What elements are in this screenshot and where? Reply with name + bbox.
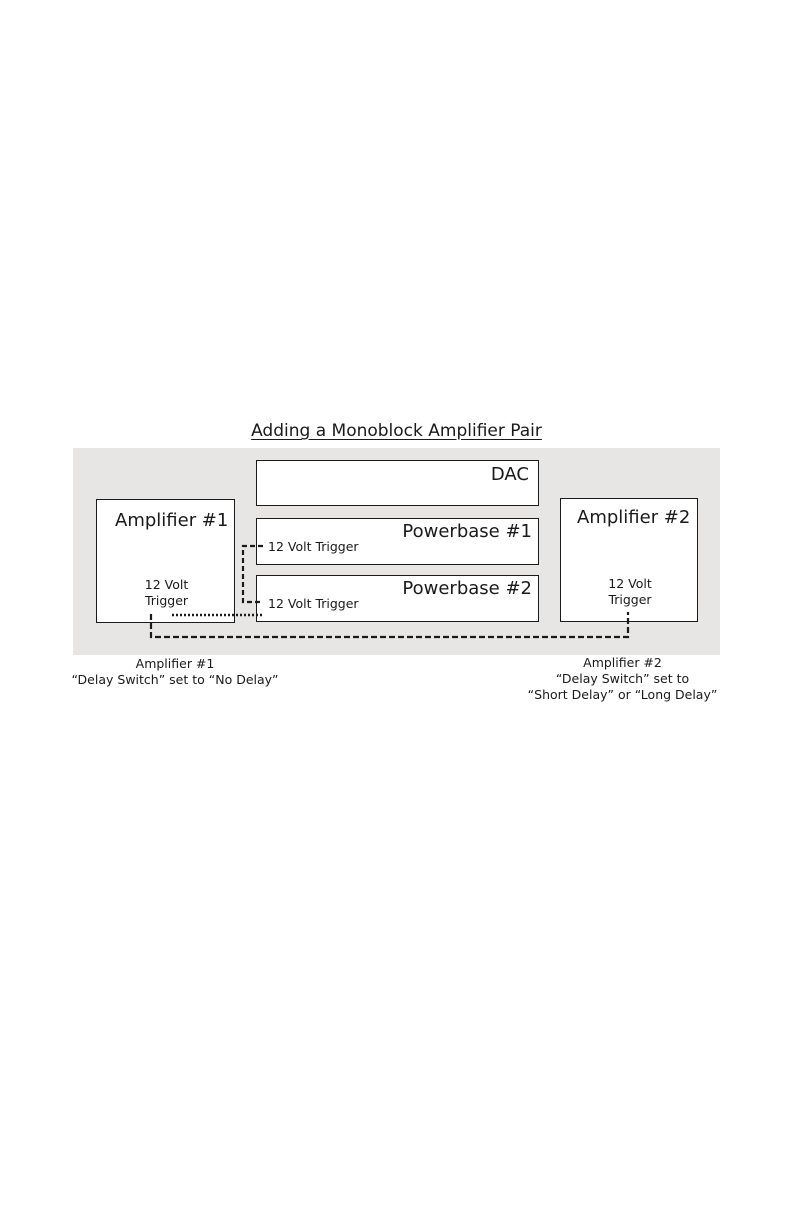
powerbase-2-trigger-label: 12 Volt Trigger — [268, 596, 359, 611]
amplifier-1-trigger-line-2: Trigger — [144, 593, 189, 608]
amplifier-1-box — [96, 499, 235, 623]
amplifier-2-label: Amplifier #2 — [577, 507, 691, 528]
dac-label: DAC — [490, 464, 529, 485]
amplifier-1-label: Amplifier #1 — [115, 510, 229, 531]
amplifier-2-caption-line-2: “Delay Switch” set to — [555, 671, 690, 686]
powerbase-1-label: Powerbase #1 — [402, 521, 532, 542]
amplifier-2-trigger-line-1: 12 Volt — [608, 576, 652, 591]
amplifier-2-trigger-label — [561, 576, 699, 608]
amplifier-1-trigger-line-1: 12 Volt — [144, 577, 189, 592]
dac-box — [256, 460, 539, 506]
diagram-title: Adding a Monoblock Amplifier Pair — [251, 421, 542, 441]
powerbase-2-label: Powerbase #2 — [402, 578, 532, 599]
amplifier-1-caption — [60, 656, 290, 688]
powerbase-1-trigger-label: 12 Volt Trigger — [268, 539, 359, 554]
amplifier-1-caption-line-1: Amplifier #1 — [135, 656, 215, 671]
powerbase-1-box — [256, 518, 539, 565]
amplifier-1-caption-line-2: “Delay Switch” set to “No Delay” — [71, 672, 279, 687]
amplifier-2-trigger-line-2: Trigger — [608, 592, 652, 607]
amplifier-2-box — [560, 498, 698, 622]
powerbase-2-box — [256, 575, 539, 622]
amplifier-2-caption-line-1: Amplifier #2 — [583, 655, 662, 670]
amplifier-1-trigger-label — [97, 577, 236, 609]
amplifier-2-caption — [510, 655, 735, 703]
amplifier-2-caption-line-3: “Short Delay” or “Long Delay” — [527, 687, 718, 702]
